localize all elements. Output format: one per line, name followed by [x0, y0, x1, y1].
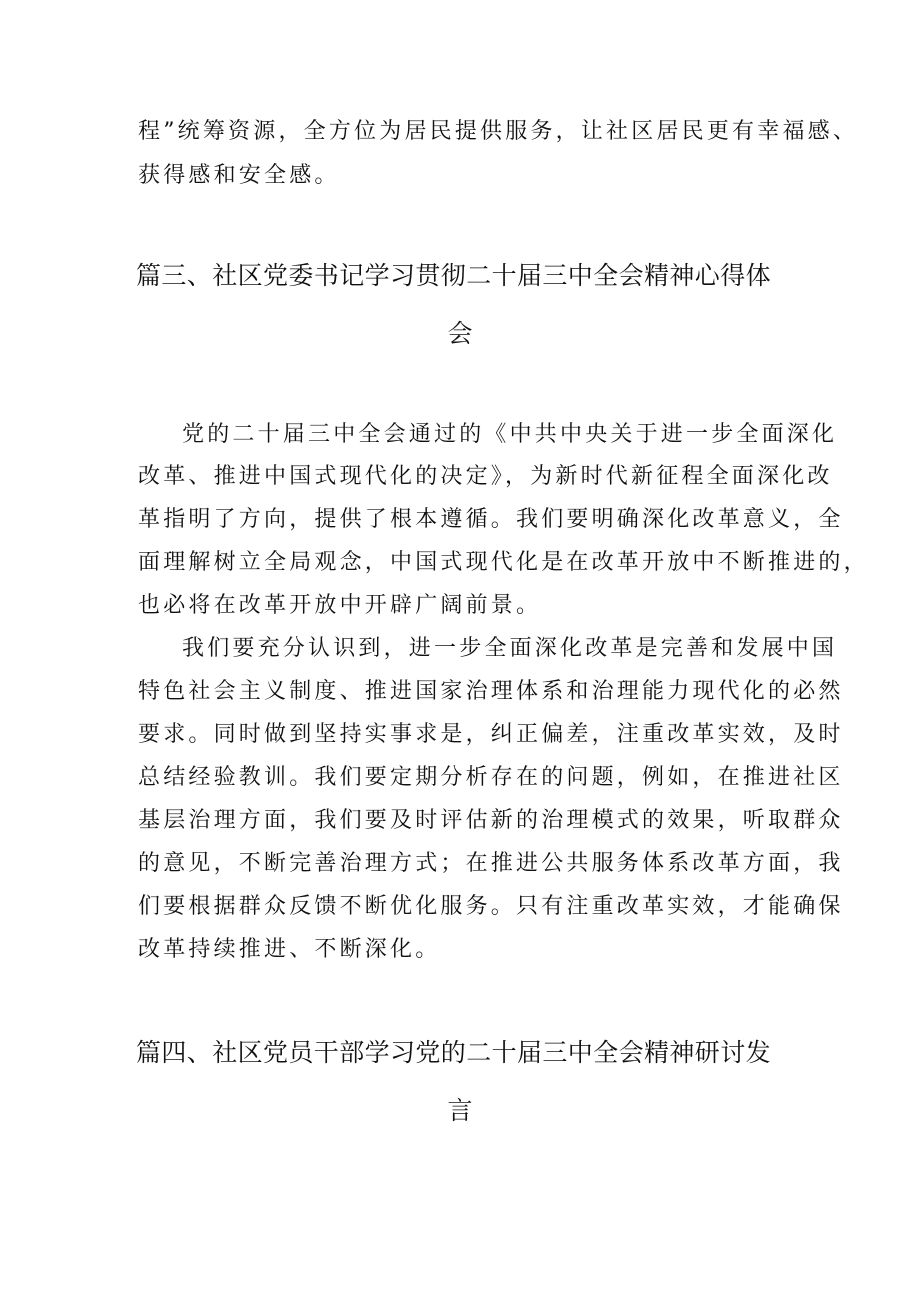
- paragraph-line: 我们要充分认识到，进一步全面深化改革是完善和发展中国: [182, 636, 838, 661]
- paragraph-line: 特色社会主义制度、推进国家治理体系和治理能力现代化的必然: [138, 679, 844, 704]
- paragraph-line: 获得感和安全感。: [138, 163, 340, 188]
- section-heading-continuation: 言: [447, 1096, 473, 1125]
- paragraph-line: 党的二十届三中全会通过的《中共中央关于进一步全面深化: [182, 422, 838, 447]
- paragraph-line: 面理解树立全局观念，中国式现代化是在改革开放中不断推进的，: [138, 550, 869, 575]
- paragraph-line: 改革、推进中国式现代化的决定》，为新时代新征程全面深化改: [138, 464, 833, 489]
- section-heading: 篇四、社区党员干部学习党的二十届三中全会精神研讨发: [136, 1038, 772, 1067]
- paragraph-line: 的意见，不断完善治理方式；在推进公共服务体系改革方面，我: [138, 851, 844, 876]
- paragraph-line: 要求。同时做到坚持实事求是，纠正偏差，注重改革实效，及时: [138, 722, 844, 747]
- paragraph-line: 改革持续推进、不断深化。: [138, 937, 441, 962]
- paragraph-line: 们要根据群众反馈不断优化服务。只有注重改革实效，才能确保: [138, 894, 844, 919]
- section-heading: 篇三、社区党委书记学习贯彻二十届三中全会精神心得体: [136, 261, 772, 290]
- section-heading-continuation: 会: [447, 319, 473, 348]
- paragraph-line: 革指明了方向，提供了根本遵循。我们要明确深化改革意义，全: [138, 507, 844, 532]
- paragraph-line: 也必将在改革开放中开辟广阔前景。: [138, 593, 542, 618]
- paragraph-line: 总结经验教训。我们要定期分析存在的问题，例如，在推进社区: [138, 765, 844, 790]
- paragraph-line: 基层治理方面，我们要及时评估新的治理模式的效果，听取群众: [138, 808, 844, 833]
- paragraph-line: 程”统筹资源，全方位为居民提供服务，让社区居民更有幸福感、: [138, 119, 859, 144]
